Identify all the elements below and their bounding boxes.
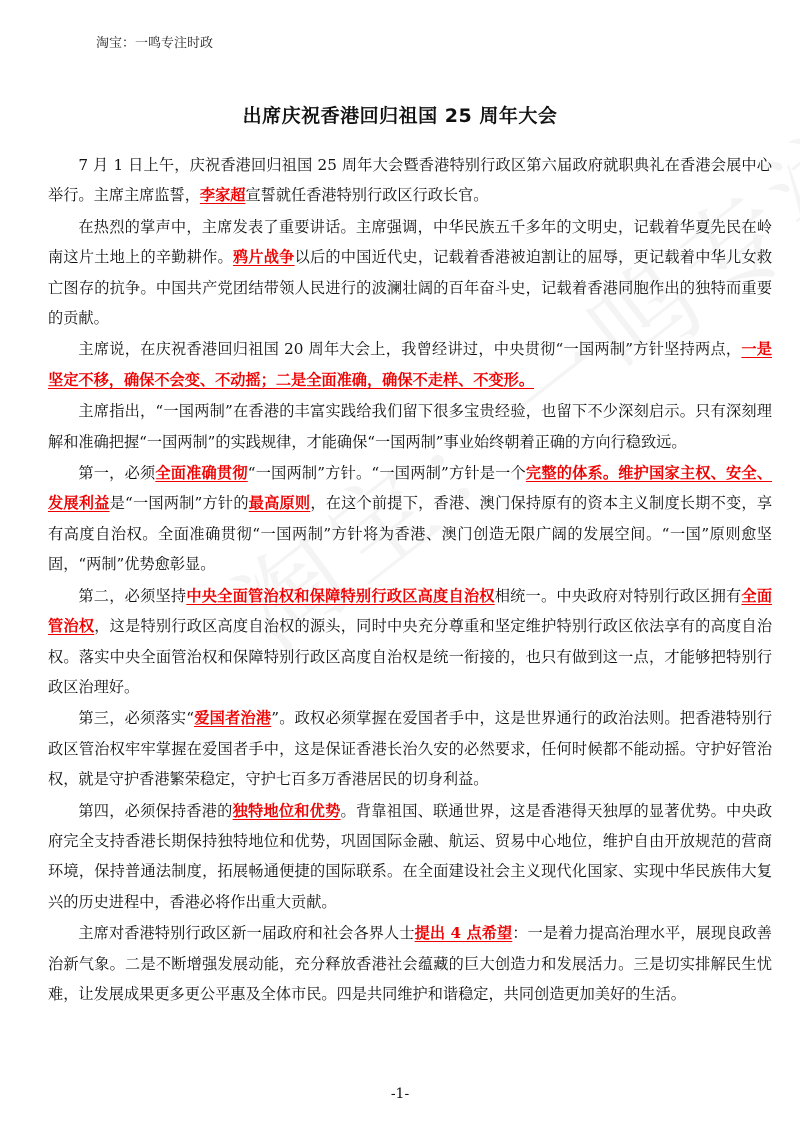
highlighted-phrase: 完整的体系。维护国家主权、安全、发展利益	[48, 464, 773, 513]
article-body	[48, 150, 772, 1010]
paragraph	[48, 581, 772, 703]
text-run: 宣誓就任香港特别行政区行政长官。	[245, 186, 489, 205]
text-run: 7 月 1 日上午，庆祝香港回归祖国 25 周年大会暨香港特别行政区第六届政府就职典礼在香港会展中心举行。主席主席监誓，	[48, 156, 772, 205]
highlighted-phrase: 一是坚定不移，确保不会变、不动摇；二是全面准确，确保不走样、不变形。	[48, 340, 772, 389]
text-run: ”。政权必须掌握在爱国者手中，这是世界通行的政治法则。把香港特别行政区管治权牢牢掌握在爱国者手中，这是保证香港长治久安的必然要求，任何时候都不能动摇。守护好管治权，就是守护香港繁荣稳定，守护七百多万香港居民的切身利益。	[48, 709, 773, 789]
paragraph	[48, 796, 772, 918]
text-run: 是“一国两制”方针的	[109, 494, 249, 513]
highlighted-phrase: 爱国者治港	[194, 709, 272, 728]
text-run: ，这是特别行政区高度自治权的源头，同时中央充分尊重和坚定维护特别行政区依法享有的高度自治权。落实中央全面管治权和保障特别行政区高度自治权是统一衔接的，也只有做到这一点，才能够把特别行政区治理好。	[48, 617, 773, 696]
page-header: 淘宝：一鸣专注时政	[96, 36, 214, 51]
document-title: 出席庆祝香港回归祖国 25 周年大会	[242, 104, 558, 127]
text-run: 主席说，在庆祝香港回归祖国 20 周年大会上，我曾经讲过，中央贯彻“一国两制”方针坚持两点，	[78, 340, 742, 359]
page-number: -1-	[390, 1086, 410, 1102]
text-run: 第一，必须	[78, 464, 156, 483]
highlighted-phrase: 独特地位和优势	[232, 801, 341, 820]
highlighted-phrase: 全面管治权	[48, 586, 773, 636]
highlighted-phrase: 全面准确贯彻	[155, 464, 248, 483]
highlighted-phrase: 提出 4 点希望	[414, 924, 513, 943]
text-run: 第四，必须保持香港的	[78, 801, 233, 820]
paragraph	[48, 150, 772, 211]
text-run: 第二，必须坚持	[78, 586, 187, 605]
text-run: 。背靠祖国、联通世界，这是香港得天独厚的显著优势。中央政府完全支持香港长期保持独特地位和优势，巩固国际金融、航运、贸易中心地位，维护自由开放规范的营商环境，保持普通法制度，拓展畅通便捷的国际联系。在全面建设社会主义现代化国家、实现中华民族伟大复兴的历史进程中，香港必将作出重大贡献。	[48, 801, 773, 911]
paragraph	[48, 918, 772, 1009]
highlighted-phrase: 李家超	[199, 186, 246, 205]
highlighted-phrase: 最高原则	[248, 494, 311, 513]
highlighted-phrase: 鸦片战争	[232, 248, 295, 267]
paragraph	[48, 334, 772, 395]
highlighted-phrase: 中央全面管治权和保障特别行政区高度自治权	[186, 586, 495, 605]
text-run: 主席对香港特别行政区新一届政府和社会各界人士	[78, 924, 415, 943]
paragraph	[48, 396, 772, 457]
text-run: ，在这个前提下，香港、澳门保持原有的资本主义制度长期不变，享有高度自治权。全面准确贯彻“一国两制”方针将为香港、澳门创造无限广阔的发展空间。“一国”原则愈坚固，“两制”优势愈彰显。	[48, 494, 773, 574]
text-run: ：一是着力提高治理水平，展现良政善治新气象。二是不断增强发展动能，充分释放香港社会蕴藏的巨大创造力和发展活力。三是切实排解民生忧难，让发展成果更多更公平惠及全体市民。四是共同维护和谐稳定，共同创造更加美好的生活。	[48, 924, 772, 1003]
paragraph	[48, 703, 772, 794]
text-run: 相统一。中央政府对特别行政区拥有	[494, 586, 742, 605]
text-run: 在热烈的掌声中，主席发表了重要讲话。主席强调，中华民族五千多年的文明史，记载着华夏先民在岭南这片土地上的辛勤耕作。	[48, 217, 772, 267]
paragraph	[48, 212, 772, 334]
text-run: 第三，必须落实“	[78, 709, 194, 728]
paragraph	[48, 458, 772, 580]
text-run: “一国两制”方针。“一国两制”方针是一个	[247, 464, 526, 483]
text-run: 以后的中国近代史，记载着香港被迫割让的屈辱，更记载着中华儿女救亡图存的抗争。中国共产党团结带领人民进行的波澜壮阔的百年奋斗史，记载着香港同胞作出的独特而重要的贡献。	[48, 248, 773, 328]
text-run: 主席指出，“一国两制”在香港的丰富实践给我们留下很多宝贵经验，也留下不少深刻启示。只有深刻理解和准确把握“一国两制”的实践规律，才能确保“一国两制”事业始终朝着正确的方向行稳致远。	[48, 402, 772, 451]
